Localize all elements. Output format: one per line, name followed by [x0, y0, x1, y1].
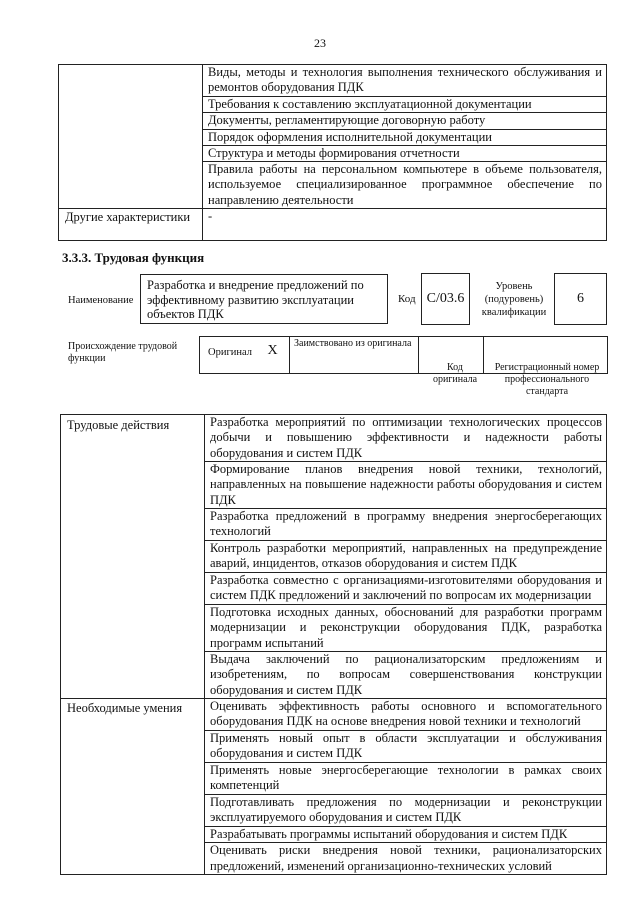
origin-label: Происхождение трудовой функции [68, 341, 178, 364]
page-number: 23 [314, 36, 326, 50]
labor-action-item: Подготовка исходных данных, обоснований для разработки программ модернизации и реконструкции оборудования ПДК, разработка программ испытаний [205, 605, 607, 652]
labor-action-item: Разработка мероприятий по оптимизации технологических процессов добычи и повышению эффективности и надежности работы оборудования и систем ПДК [205, 415, 607, 462]
labor-action-item: Формирование планов внедрения новой техники, технологий, направленных на повышение надежности работы оборудования и систем ПДК [205, 462, 607, 509]
knowledge-item: Порядок оформления исполнительной документации [203, 129, 607, 145]
labor-action-item: Разработка предложений в программу внедрения энергосберегающих технологий [205, 509, 607, 541]
borrowed-label: Заимствовано из оригинала [290, 337, 419, 374]
skill-item: Оценивать эффективность работы основного и вспомогательного оборудования ПДК на основе внедрения новой техники и технологий [205, 699, 607, 731]
knowledge-item: Документы, регламентирующие договорную работу [203, 113, 607, 129]
skill-item: Оценивать риски внедрения новой техники, рационализаторских предложений, изменений организационно-технических условий [205, 843, 607, 875]
labor-actions-label: Трудовые действия [61, 415, 205, 699]
empty-label-cell [59, 65, 203, 209]
knowledge-item: Структура и методы формирования отчетности [203, 145, 607, 161]
reg-number-label: Регистрационный номер профессионального стандарта [494, 362, 600, 397]
knowledge-table-continued [58, 64, 607, 241]
skill-item: Применять новые энергосберегающие технологии в рамках своих компетенций [205, 763, 607, 795]
knowledge-item: Правила работы на персональном компьютере в объеме пользователя, используемое специализированное программное обеспечение по направлению деятельности [203, 162, 607, 209]
original-label: Оригинал [200, 337, 260, 374]
function-name-box: Разработка и внедрение предложений по эффективному развитию эксплуатации объектов ПДК [140, 274, 388, 324]
code-value-box: C/03.6 [421, 273, 470, 325]
knowledge-item: Требования к составлению эксплуатационной документации [203, 97, 607, 113]
labor-action-item: Разработка совместно с организациями-изготовителями оборудования и систем ПДК предложений и заключений по вопросам их модернизации [205, 573, 607, 605]
knowledge-item: Виды, методы и технология выполнения технического обслуживания и ремонтов оборудования ПДК [203, 65, 607, 97]
level-label: Уровень (подуровень) квалификации [481, 281, 547, 318]
level-value-box: 6 [554, 273, 607, 325]
skill-item: Подготавливать предложения по модернизации и реконструкции эксплуатируемого оборудования и систем ПДК [205, 795, 607, 827]
labor-action-item: Контроль разработки мероприятий, направленных на предупреждение аварий, инцидентов, отказов оборудования и систем ПДК [205, 541, 607, 573]
skill-item: Разрабатывать программы испытаний оборудования и систем ПДК [205, 827, 607, 843]
skill-item: Применять новый опыт в области эксплуатации и обслуживания оборудования и систем ПДК [205, 731, 607, 763]
labor-action-item: Выдача заключений по рационализаторским предложениям и изобретениям, по вопросам совершенствования конструкции оборудования и систем ПДК [205, 652, 607, 699]
other-characteristics-value: - [203, 209, 607, 241]
original-mark: X [260, 337, 290, 374]
other-characteristics-label: Другие характеристики [59, 209, 203, 241]
name-label: Наименование [68, 295, 134, 306]
code-original-label: Код оригинала [432, 362, 478, 385]
labor-function-table [60, 414, 607, 875]
required-skills-label: Необходимые умения [61, 699, 205, 875]
section-heading: 3.3.3. Трудовая функция [62, 250, 205, 265]
code-label: Код [398, 293, 416, 305]
